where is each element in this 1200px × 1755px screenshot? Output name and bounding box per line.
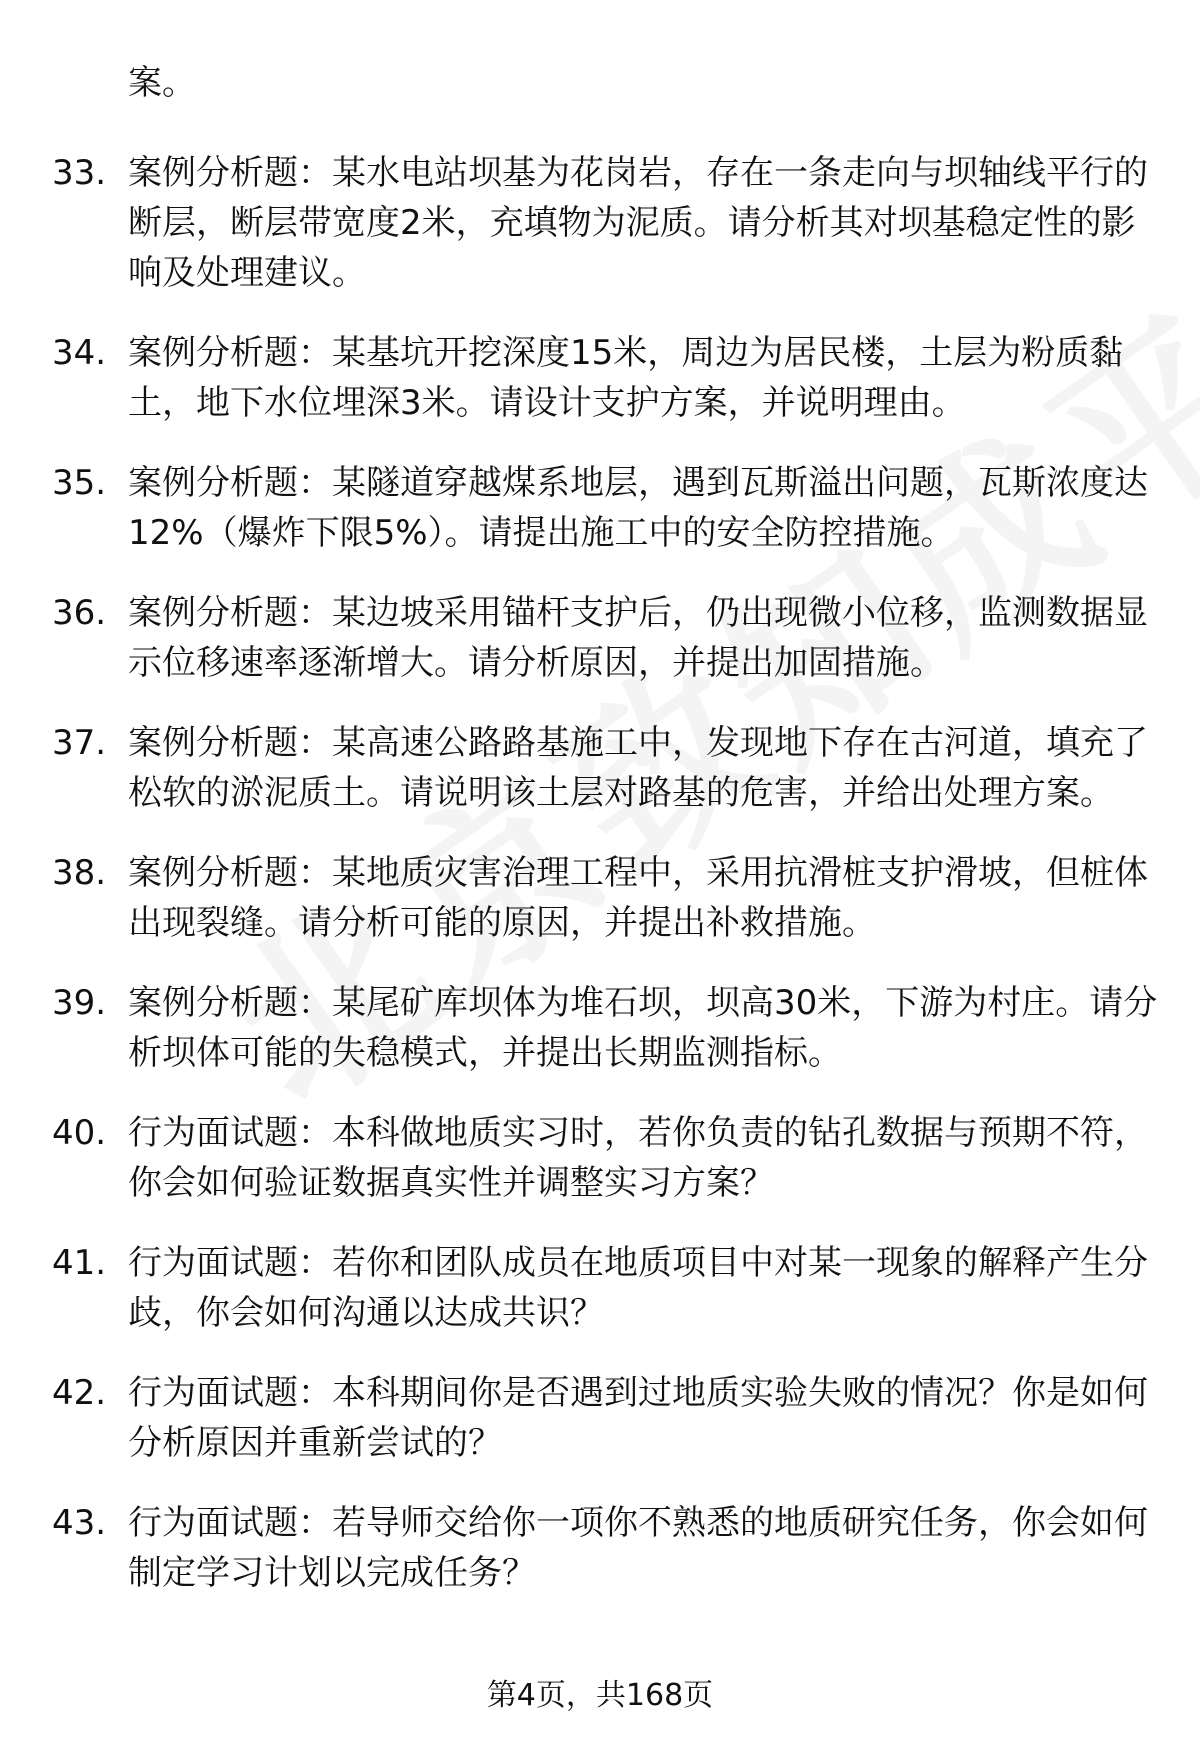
question-number: 36. [52,593,107,633]
question-number: 43. [52,1503,107,1543]
question-number: 40. [52,1113,107,1153]
list-item [0,148,1168,298]
list-item [0,458,1168,558]
list-item [0,588,1168,688]
question-text: 行为面试题：若你和团队成员在地质项目中对某一现象的解释产生分歧，你会如何沟通以达成共识？ [128,1243,1148,1333]
question-text: 案例分析题：某水电站坝基为花岗岩，存在一条走向与坝轴线平行的断层，断层带宽度2米，充填物为泥质。请分析其对坝基稳定性的影响及处理建议。 [128,153,1148,293]
question-text: 行为面试题：若导师交给你一项你不熟悉的地质研究任务，你会如何制定学习计划以完成任务？ [128,1503,1148,1593]
question-text: 案例分析题：某边坡采用锚杆支护后，仍出现微小位移，监测数据显示位移速率逐渐增大。请分析原因，并提出加固措施。 [128,593,1148,683]
question-number: 42. [52,1373,107,1413]
question-list [0,148,1200,1628]
question-number: 34. [52,333,107,373]
continued-text: 案。 [128,63,196,103]
list-item [0,848,1168,948]
question-text: 案例分析题：某尾矿库坝体为堆石坝，坝高30米，下游为村庄。请分析坝体可能的失稳模式，并提出长期监测指标。 [128,983,1158,1073]
list-item [0,328,1168,428]
list-item [0,1498,1168,1598]
list-item [0,1108,1168,1208]
question-text: 案例分析题：某高速公路路基施工中，发现地下存在古河道，填充了松软的淤泥质土。请说明该土层对路基的危害，并给出处理方案。 [128,723,1148,813]
question-number: 37. [52,723,107,763]
question-number: 39. [52,983,107,1023]
question-text: 行为面试题：本科期间你是否遇到过地质实验失败的情况？你是如何分析原因并重新尝试的？ [128,1373,1148,1463]
question-number: 33. [52,153,107,193]
list-item [0,978,1168,1078]
page-footer: 第4页，共168页 [486,1678,714,1713]
list-item [0,718,1168,818]
question-number: 35. [52,463,107,503]
question-text: 案例分析题：某基坑开挖深度15米，周边为居民楼，土层为粉质黏土，地下水位埋深3米。请设计支护方案，并说明理由。 [128,333,1124,423]
list-item [0,1238,1168,1338]
question-number: 38. [52,853,107,893]
question-text: 案例分析题：某隧道穿越煤系地层，遇到瓦斯溢出问题，瓦斯浓度达12%（爆炸下限5%）。请提出施工中的安全防控措施。 [128,463,1148,553]
list-item [0,1368,1168,1468]
question-number: 41. [52,1243,107,1283]
question-text: 行为面试题：本科做地质实习时，若你负责的钻孔数据与预期不符，你会如何验证数据真实性并调整实习方案？ [128,1113,1148,1203]
question-text: 案例分析题：某地质灾害治理工程中，采用抗滑桩支护滑坡，但桩体出现裂缝。请分析可能的原因，并提出补救措施。 [128,853,1148,943]
